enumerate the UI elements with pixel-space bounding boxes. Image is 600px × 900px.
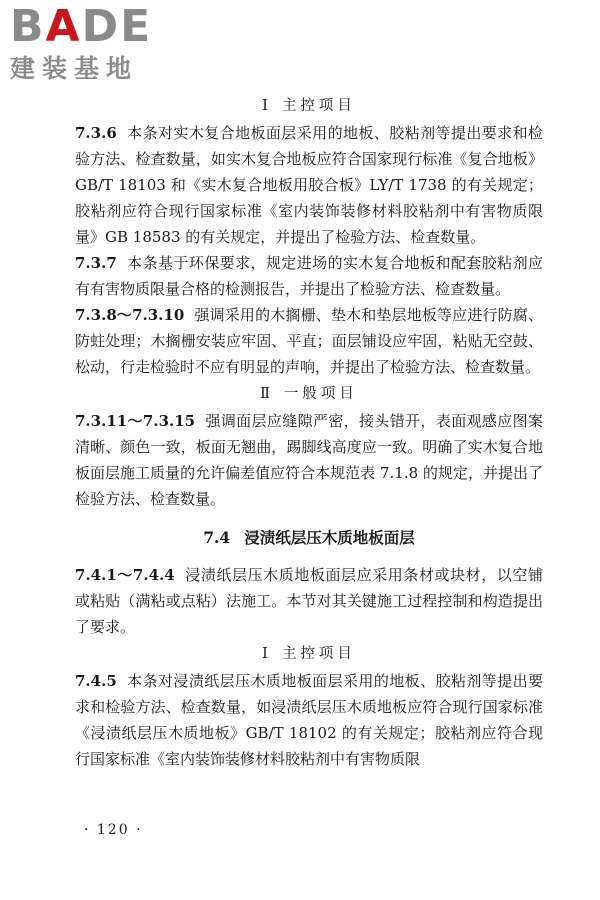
- clause-number: 7.4.5: [75, 672, 117, 690]
- logo-mark: [10, 1, 185, 52]
- clause-text: 本条对实木复合地板面层采用的地板、胶粘剂等提出要求和检验方法、检查数量，如实木复合地板应符合国家现行标准《复合地板》GB/T 18103 和《实木复合地板用胶合板》LY/T 1738 的有关规定；胶粘剂应符合现行国家标准《室内装饰装修材料胶粘剂中有害物质限量》GB 18583 的有关规定，并提出了检验方法、检查数量。: [75, 124, 543, 246]
- section-number: 7.4: [203, 528, 231, 547]
- clause-7-3-11-to-15: [75, 408, 543, 512]
- subhead-roman: Ⅱ: [260, 386, 274, 402]
- document-body: [75, 92, 543, 772]
- clause-7-3-7: [75, 250, 543, 302]
- subhead-general-items: [75, 381, 543, 407]
- subhead-roman: Ⅰ: [262, 98, 272, 114]
- clause-7-3-8-to-10: [75, 302, 543, 380]
- clause-text: 本条基于环保要求，规定进场的实木复合地板和配套胶粘剂应有有害物质限量合格的检测报告，并提出了检验方法、检查数量。: [75, 254, 543, 298]
- clause-number: 7.3.7: [75, 254, 117, 272]
- clause-text: 本条对浸渍纸层压木质地板面层采用的地板、胶粘剂等提出要求和检验方法、检查数量，如浸渍纸层压木质地板应符合现行国家标准《浸渍纸层压木质地板》GB/T 18102 的有关规定；胶粘剂应符合现行国家标准《室内装饰装修材料胶粘剂中有害物质限: [75, 672, 543, 768]
- clause-number: 7.4.1～7.4.4: [75, 566, 175, 584]
- subhead-text: 一般项目: [283, 386, 358, 402]
- section-text: 浸渍纸层压木质地板面层: [244, 528, 415, 547]
- subhead-text: 主控项目: [281, 98, 356, 114]
- clause-text: 浸渍纸层压木质地板面层应采用条材或块材，以空铺或粘贴（满粘或点粘）法施工。本节对其关键施工过程控制和构造提出了要求。: [75, 566, 543, 636]
- clause-7-4-5: [75, 668, 543, 772]
- clause-text: 强调采用的木搁栅、垫木和垫层地板等应进行防腐、防蛀处理；木搁栅安装应牢固、平直；面层铺设应牢固，粘贴无空鼓、松动，行走检验时不应有明显的声响，并提出了检验方法、检查数量。: [75, 306, 543, 376]
- logo-mark-post: DE: [81, 1, 153, 52]
- logo-mark-pre: B: [10, 1, 46, 52]
- subhead-text: 主控项目: [281, 646, 356, 662]
- clause-7-3-6: [75, 120, 543, 250]
- subhead-main-control-items: [75, 93, 543, 119]
- logo-mark-accent: A: [45, 1, 82, 52]
- subhead-roman: Ⅰ: [262, 646, 272, 662]
- clause-number: 7.3.6: [75, 124, 117, 142]
- subhead-main-control-items-2: [75, 641, 543, 667]
- section-title-7-4: [75, 524, 543, 552]
- clause-number: 7.3.11～7.3.15: [75, 412, 196, 430]
- logo-subtitle: 建装基地: [10, 54, 139, 83]
- clause-7-4-1-to-4: [75, 562, 543, 640]
- page-number: · 120 ·: [84, 822, 143, 838]
- bade-logo: [10, 1, 185, 84]
- clause-text: 强调面层应缝隙严密，接头错开，表面观感应图案清晰、颜色一致，板面无翘曲，踢脚线高度应一致。明确了实木复合地板面层施工质量的允许偏差值应符合本规范表 7.1.8 的规定，并提出了检验方法、检查数量。: [75, 412, 543, 508]
- clause-number: 7.3.8～7.3.10: [75, 306, 185, 324]
